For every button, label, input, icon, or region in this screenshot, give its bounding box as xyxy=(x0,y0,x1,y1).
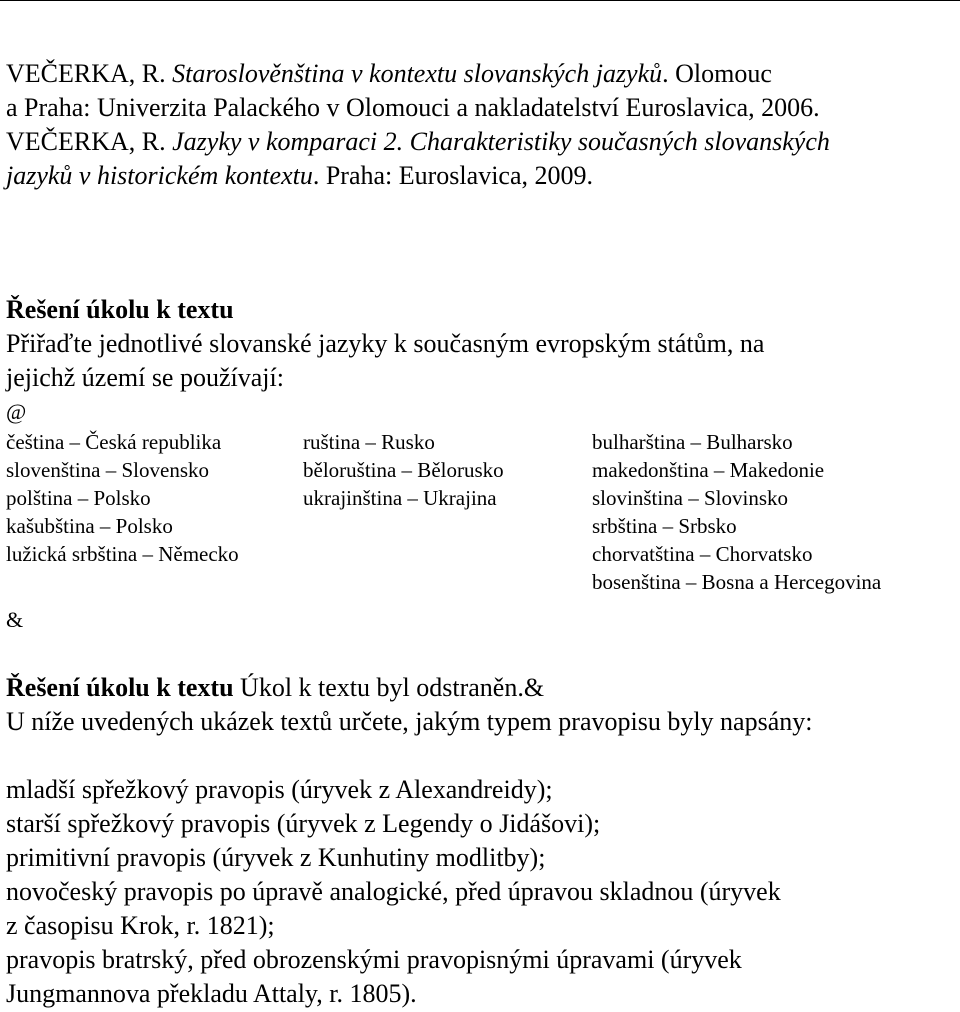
language-pair: běloruština – Bělorusko xyxy=(303,458,504,482)
language-pair: čeština – Česká republika xyxy=(6,430,222,454)
task1-heading: Řešení úkolu k textu xyxy=(6,295,234,324)
bib-publisher: . Olomouc xyxy=(662,59,772,88)
answer-line: pravopis bratrský, před obrozenskými pravopisnými úpravami (úryvek xyxy=(6,945,742,974)
language-pair: slovenština – Slovensko xyxy=(6,458,209,482)
task2-heading: Řešení úkolu k textu xyxy=(6,673,234,702)
answer-line: primitivní pravopis (úryvek z Kunhutiny modlitby); xyxy=(6,843,546,872)
answer-line: novočeský pravopis po úpravě analogické, před úpravou skladnou (úryvek xyxy=(6,877,781,906)
bibliography-entry-1-line-1 xyxy=(6,58,772,90)
language-pair: lužická srbština – Německo xyxy=(6,542,239,566)
removed-note: Úkol k textu byl odstraněn.& xyxy=(240,673,545,702)
open-marker: @ xyxy=(6,399,27,424)
bibliography-entry-2-line-2 xyxy=(6,160,593,192)
language-pair: kašubština – Polsko xyxy=(6,514,173,538)
language-pair: bosenština – Bosna a Hercegovina xyxy=(592,570,882,594)
bib-title: Staroslověnština v kontextu slovanských jazyků xyxy=(172,59,663,88)
bib-publisher: . Praha: Euroslavica, 2009. xyxy=(312,161,593,190)
language-pair: polština – Polsko xyxy=(6,486,151,510)
task1-prompt-line-2: jejichž území se používají: xyxy=(6,363,284,392)
task1-prompt-line-1: Přiřaďte jednotlivé slovanské jazyky k současným evropským státům, na xyxy=(6,329,765,358)
bibliography-entry-2-line-1 xyxy=(6,126,830,158)
bibliography-entry-1-line-2: a Praha: Univerzita Palackého v Olomouci a nakladatelství Euroslavica, 2006. xyxy=(6,93,820,122)
language-pair: bulharština – Bulharsko xyxy=(592,430,793,454)
language-pair: slovinština – Slovinsko xyxy=(592,486,789,510)
answer-line: z časopisu Krok, r. 1821); xyxy=(6,911,275,940)
language-pair: makedonština – Makedonie xyxy=(592,458,825,482)
close-marker: & xyxy=(6,607,24,632)
answer-line: mladší spřežkový pravopis (úryvek z Alexandreidy); xyxy=(6,775,553,804)
language-pair: chorvatština – Chorvatsko xyxy=(592,542,813,566)
answer-line: starší spřežkový pravopis (úryvek z Legendy o Jidášovi); xyxy=(6,809,601,838)
language-pair: ukrajinština – Ukrajina xyxy=(303,486,497,510)
bib-author: VEČERKA, R. xyxy=(6,127,173,156)
bib-title: Jazyky v komparaci 2. Charakteristiky současných slovanských xyxy=(172,127,830,156)
top-rule xyxy=(0,0,960,1)
task2-heading-line xyxy=(6,672,544,704)
bib-title: jazyků v historickém kontextu xyxy=(6,161,313,190)
bib-author: VEČERKA, R. xyxy=(6,59,173,88)
task2-prompt: U níže uvedených ukázek textů určete, jakým typem pravopisu byly napsány: xyxy=(6,707,813,736)
answer-line: Jungmannova překladu Attaly, r. 1805). xyxy=(6,979,417,1008)
language-pair: srbština – Srbsko xyxy=(592,514,737,538)
language-pair: ruština – Rusko xyxy=(303,430,435,454)
